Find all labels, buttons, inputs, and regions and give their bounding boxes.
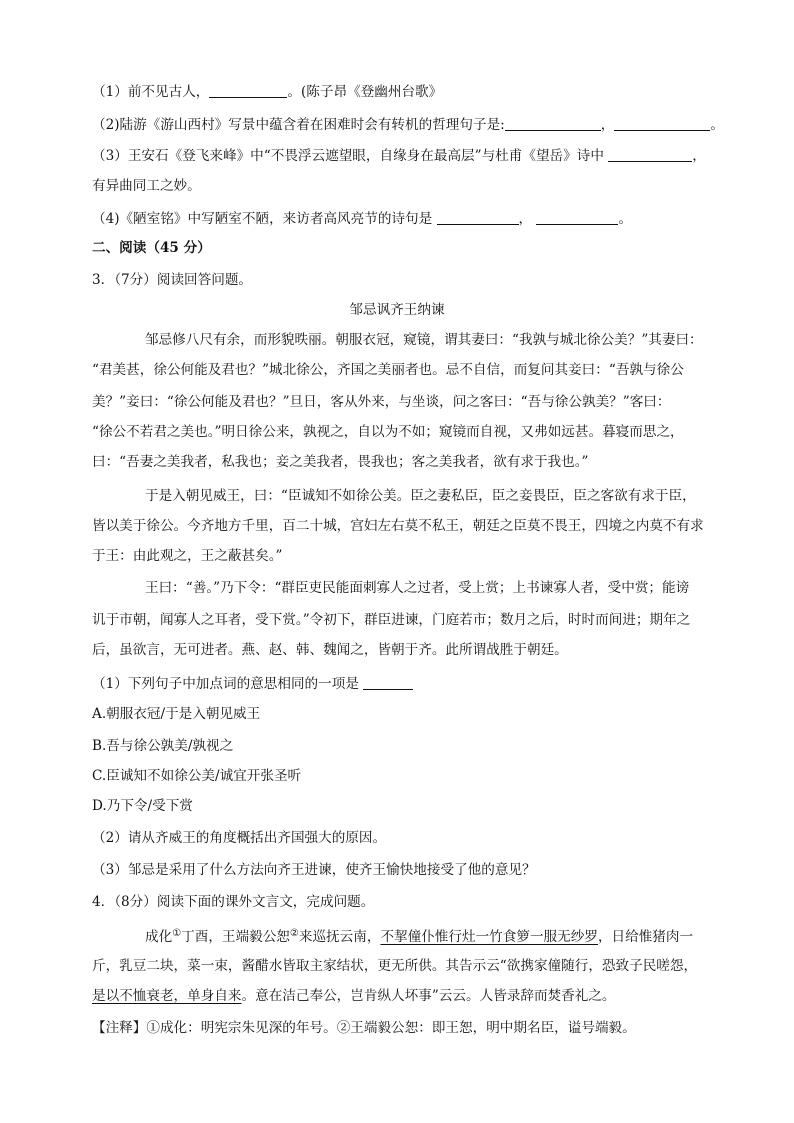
q2-item2: （2)陆游《游山西村》写景中蕴含着在困难时会有转机的哲理句子是: ， 。 bbox=[92, 117, 724, 133]
option-b[interactable]: B.吾与徐公孰美/孰视之 bbox=[92, 738, 234, 754]
q4-passage-line: 是以不恤衰老，单身自来。意在洁己奉公，岂肯纵人坏事”云云。人皆录辞而焚香礼之。 bbox=[92, 988, 616, 1004]
passage-line: 皆以美于徐公。今齐地方千里，百二十城，宫妇左右莫不私王，朝廷之臣莫不畏王，四境之内莫不有求 bbox=[92, 518, 704, 534]
q4-passage-line: 斤，乳豆二块，菜一束，酱醋水皆取主家结状，更无所供。其告示云“欲携家僮随行，恐致子民嗟怨， bbox=[92, 958, 698, 974]
passage-line: 王曰：“善。”乃下令：“群臣吏民能面刺寡人之过者，受上赏；上书谏寡人者，受中赏；能谤 bbox=[145, 580, 690, 596]
q2-item3-line1: （3）王安石《登飞来峰》中“不畏浮云遮望眼，自缘身在最高层”与杜甫《望岳》诗中 ， bbox=[92, 148, 706, 164]
q4-notes: 【注释】①成化：明宪宗朱见深的年号。②王端毅公恕：即王恕，明中期名臣，谥号端毅。 bbox=[92, 1020, 636, 1036]
footnote-marker: ② bbox=[289, 928, 299, 939]
footnote-marker: ① bbox=[172, 928, 182, 939]
passage-line: 后，虽欲言，无可进者。燕、赵、韩、魏闻之，皆朝于齐。此所谓战胜于朝廷。 bbox=[92, 642, 568, 658]
passage-line: 美？”妾曰：“徐公何能及君也？”旦日，客从外来，与坐谈，问之客曰：“吾与徐公孰美？”客曰： bbox=[92, 394, 671, 410]
answer-blank[interactable] bbox=[505, 116, 601, 131]
passage-title: 邹忌讽齐王纳谏 bbox=[349, 302, 445, 318]
option-a[interactable]: A.朝服衣冠/于是入朝见威王 bbox=[92, 706, 261, 722]
answer-blank[interactable] bbox=[536, 210, 618, 225]
passage-line: 于是入朝见威王，曰：“臣诚知不如徐公美。臣之妻私臣，臣之妾畏臣，臣之客欲有求于臣， bbox=[145, 488, 696, 504]
q2-item3-line2: 有异曲同工之妙。 bbox=[92, 178, 201, 194]
passage-line: “徐公不若君之美也。”明日徐公来，孰视之，自以为不如；窥镜而自视，又弗如远甚。暮寝而思之， bbox=[92, 424, 684, 440]
passage-line: 邹忌修八尺有余，而形貌昳丽。朝服衣冠，窥镜，谓其妻曰：“我孰与城北徐公美？”其妻曰： bbox=[145, 332, 703, 348]
underlined-sentence: 不挈僮仆惟行灶一竹食箩一服无纱罗 bbox=[380, 929, 598, 945]
q3-stem: 3．（7分）阅读回答问题。 bbox=[92, 272, 253, 288]
answer-blank[interactable] bbox=[608, 147, 692, 162]
option-c[interactable]: C.臣诚知不如徐公美/诚宜开张圣听 bbox=[92, 768, 302, 784]
passage-line: 曰：“吾妻之美我者，私我也；妾之美我者，畏我也；客之美我者，欲有求于我也。” bbox=[92, 454, 589, 470]
passage-line: 讥于市朝，闻寡人之耳者，受下赏。”令初下，群臣进谏，门庭若市；数月之后，时时而间进；期年之 bbox=[92, 612, 691, 628]
q3-sub1: （1）下列句子中加点词的意思相同的一项是 bbox=[92, 674, 413, 694]
answer-blank[interactable] bbox=[363, 675, 413, 690]
answer-blank[interactable] bbox=[614, 116, 710, 131]
q2-item1: （1）前不见古人， 。(陈子昂《登幽州台歌》 bbox=[92, 84, 443, 100]
section-heading: 二、阅读（45 分） bbox=[92, 240, 211, 256]
q3-sub3: （3）邹忌是采用了什么方法向齐王进谏，使齐王愉快地接受了他的意见？ bbox=[92, 862, 536, 878]
q3-sub2: （2）请从齐威王的角度概括出齐国强大的原因。 bbox=[92, 830, 387, 846]
answer-blank[interactable] bbox=[209, 83, 287, 98]
option-d[interactable]: D.乃下令/受下赏 bbox=[92, 798, 193, 814]
passage-line: “君美甚，徐公何能及君也？”城北徐公，齐国之美丽者也。忌不自信，而复问其妾曰：“吾孰与徐公 bbox=[92, 362, 684, 378]
answer-blank[interactable] bbox=[437, 210, 519, 225]
underlined-sentence: 是以不恤衰老，单身自来 bbox=[92, 988, 242, 1004]
passage-line: 于王：由此观之，王之蔽甚矣。” bbox=[92, 548, 283, 564]
q4-passage-line: 成化①丁酉，王端毅公恕②来巡抚云南，不挈僮仆惟行灶一竹食箩一服无纱罗，日给惟猪肉一 bbox=[145, 928, 694, 945]
q2-item4: （4)《陋室铭》中写陋室不陋，来访者高风亮节的诗句是 ， 。 bbox=[92, 211, 633, 227]
q4-stem: 4．（8分）阅读下面的课外文言文，完成问题。 bbox=[92, 894, 375, 910]
